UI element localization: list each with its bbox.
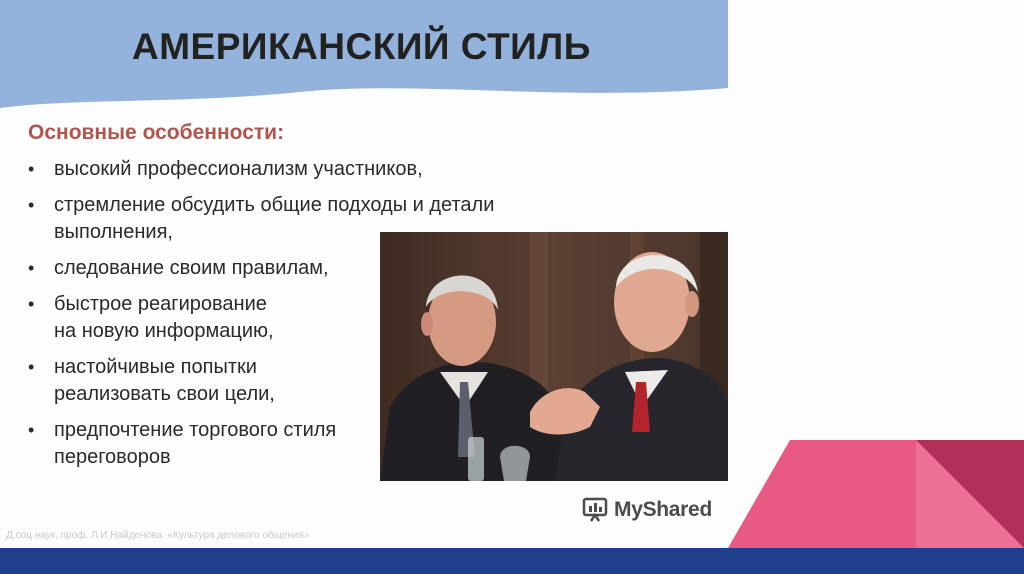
title-banner: [0, 0, 728, 110]
bullet-item: [28, 156, 494, 183]
bullet-dot: •: [28, 294, 35, 314]
myshared-logo[interactable]: [582, 497, 712, 523]
bullet-dot: •: [28, 357, 35, 377]
footer-credit: Д.соц.наук, проф. Л.И.Найденова. «Культура делового общения»: [6, 530, 310, 541]
bullet-text: выполнения,: [54, 221, 173, 243]
footer-bar: [0, 548, 1024, 574]
bullet-text: высокий профессионализм участников,: [54, 158, 423, 180]
bullet-text: стремление обсудить общие подходы и детали: [54, 194, 495, 216]
bullet-text: переговоров: [54, 446, 171, 468]
bullet-text: быстрое реагирование: [54, 293, 267, 315]
subtitle: Основные особенности:: [28, 121, 285, 144]
decorative-shapes: [700, 430, 1024, 548]
bullet-text: реализовать свои цели,: [54, 383, 275, 405]
bullet-dot: •: [28, 159, 35, 179]
photo-illustration: [380, 232, 728, 481]
bullet-text: настойчивые попытки: [54, 356, 257, 378]
negotiators-photo: [380, 232, 728, 481]
bullet-dot: •: [28, 420, 35, 440]
bullet-text: предпочтение торгового стиля: [54, 419, 337, 441]
logo-text: MyShared: [614, 498, 712, 521]
bullet-dot: •: [28, 195, 35, 215]
slide-title: АМЕРИКАНСКИЙ СТИЛЬ: [132, 26, 591, 67]
presentation-board-icon: [582, 497, 608, 523]
bullet-text: на новую информацию,: [54, 320, 274, 342]
bullet-dot: •: [28, 258, 35, 278]
bullet-text: следование своим правилам,: [54, 257, 329, 279]
